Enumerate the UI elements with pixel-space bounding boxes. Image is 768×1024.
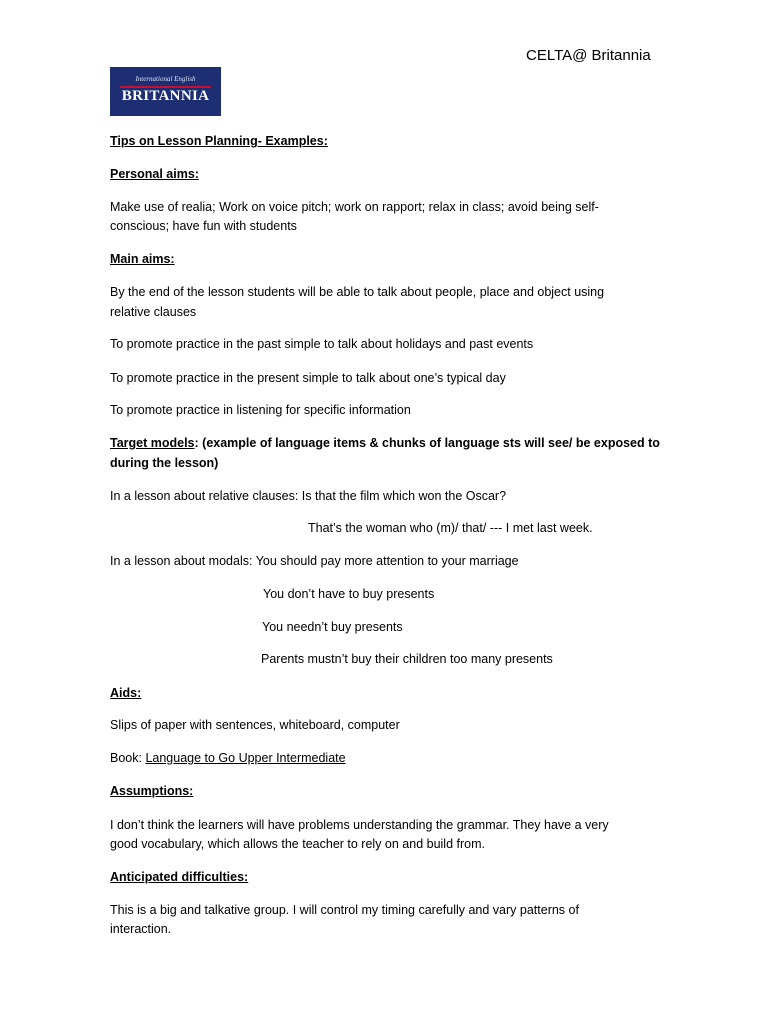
book-title: Language to Go Upper Intermediate [145,751,346,765]
target-models-desc-line2: during the lesson) [110,456,219,470]
aids-text: Slips of paper with sentences, whiteboard, computer [110,718,400,732]
anticipated-difficulties-text-line1: This is a big and talkative group. I will control my timing carefully and vary patterns of [110,903,579,917]
main-aims-item3: To promote practice in the present simple to talk about one’s typical day [110,371,506,385]
personal-aims-text-line2: conscious; have fun with students [110,219,297,233]
assumptions-text-line2: good vocabulary, which allows the teacher to rely on and build from. [110,837,485,851]
modals-example2: You don’t have to buy presents [263,587,435,601]
assumptions-heading: Assumptions: [110,784,194,798]
modals-example4: Parents mustn’t buy their children too many presents [261,652,553,666]
main-aims-item1-line2: relative clauses [110,305,197,319]
personal-aims-text-line1: Make use of realia; Work on voice pitch; work on rapport; relax in class; avoid being self- [110,200,599,214]
page-title: Tips on Lesson Planning- Examples: [110,134,328,148]
anticipated-difficulties-text-line2: interaction. [110,922,172,936]
main-aims-item4: To promote practice in listening for specific information [110,403,411,417]
modals-example3: You needn’t buy presents [262,620,403,634]
page-header: CELTA@ Britannia [526,47,651,64]
main-aims-item1-line1: By the end of the lesson students will be able to talk about people, place and object using [110,285,605,299]
personal-aims-heading: Personal aims: [110,167,199,181]
logo-name: BRITANNIA [121,88,210,104]
target-models-desc-line1: : (example of language items & chunks of language sts will see/ be exposed to [194,436,660,450]
target-models-line1 [110,433,660,453]
britannia-logo [110,67,221,116]
book-label: Book: [110,751,146,765]
relative-clauses-example2: That’s the woman who (m)/ that/ --- I met last week. [308,521,593,535]
assumptions-text-line1: I don’t think the learners will have problems understanding the grammar. They have a very [110,818,609,832]
relative-clauses-example1: In a lesson about relative clauses: Is that the film which won the Oscar? [110,489,507,503]
modals-example1: In a lesson about modals: You should pay more attention to your marriage [110,554,519,568]
anticipated-difficulties-heading: Anticipated difficulties: [110,870,249,884]
main-aims-item2: To promote practice in the past simple to talk about holidays and past events [110,337,534,351]
aids-book-line [110,748,346,768]
aids-heading: Aids: [110,686,142,700]
target-models-heading: Target models [110,436,195,450]
logo-tagline: International English [135,75,196,83]
main-aims-heading: Main aims: [110,252,175,266]
